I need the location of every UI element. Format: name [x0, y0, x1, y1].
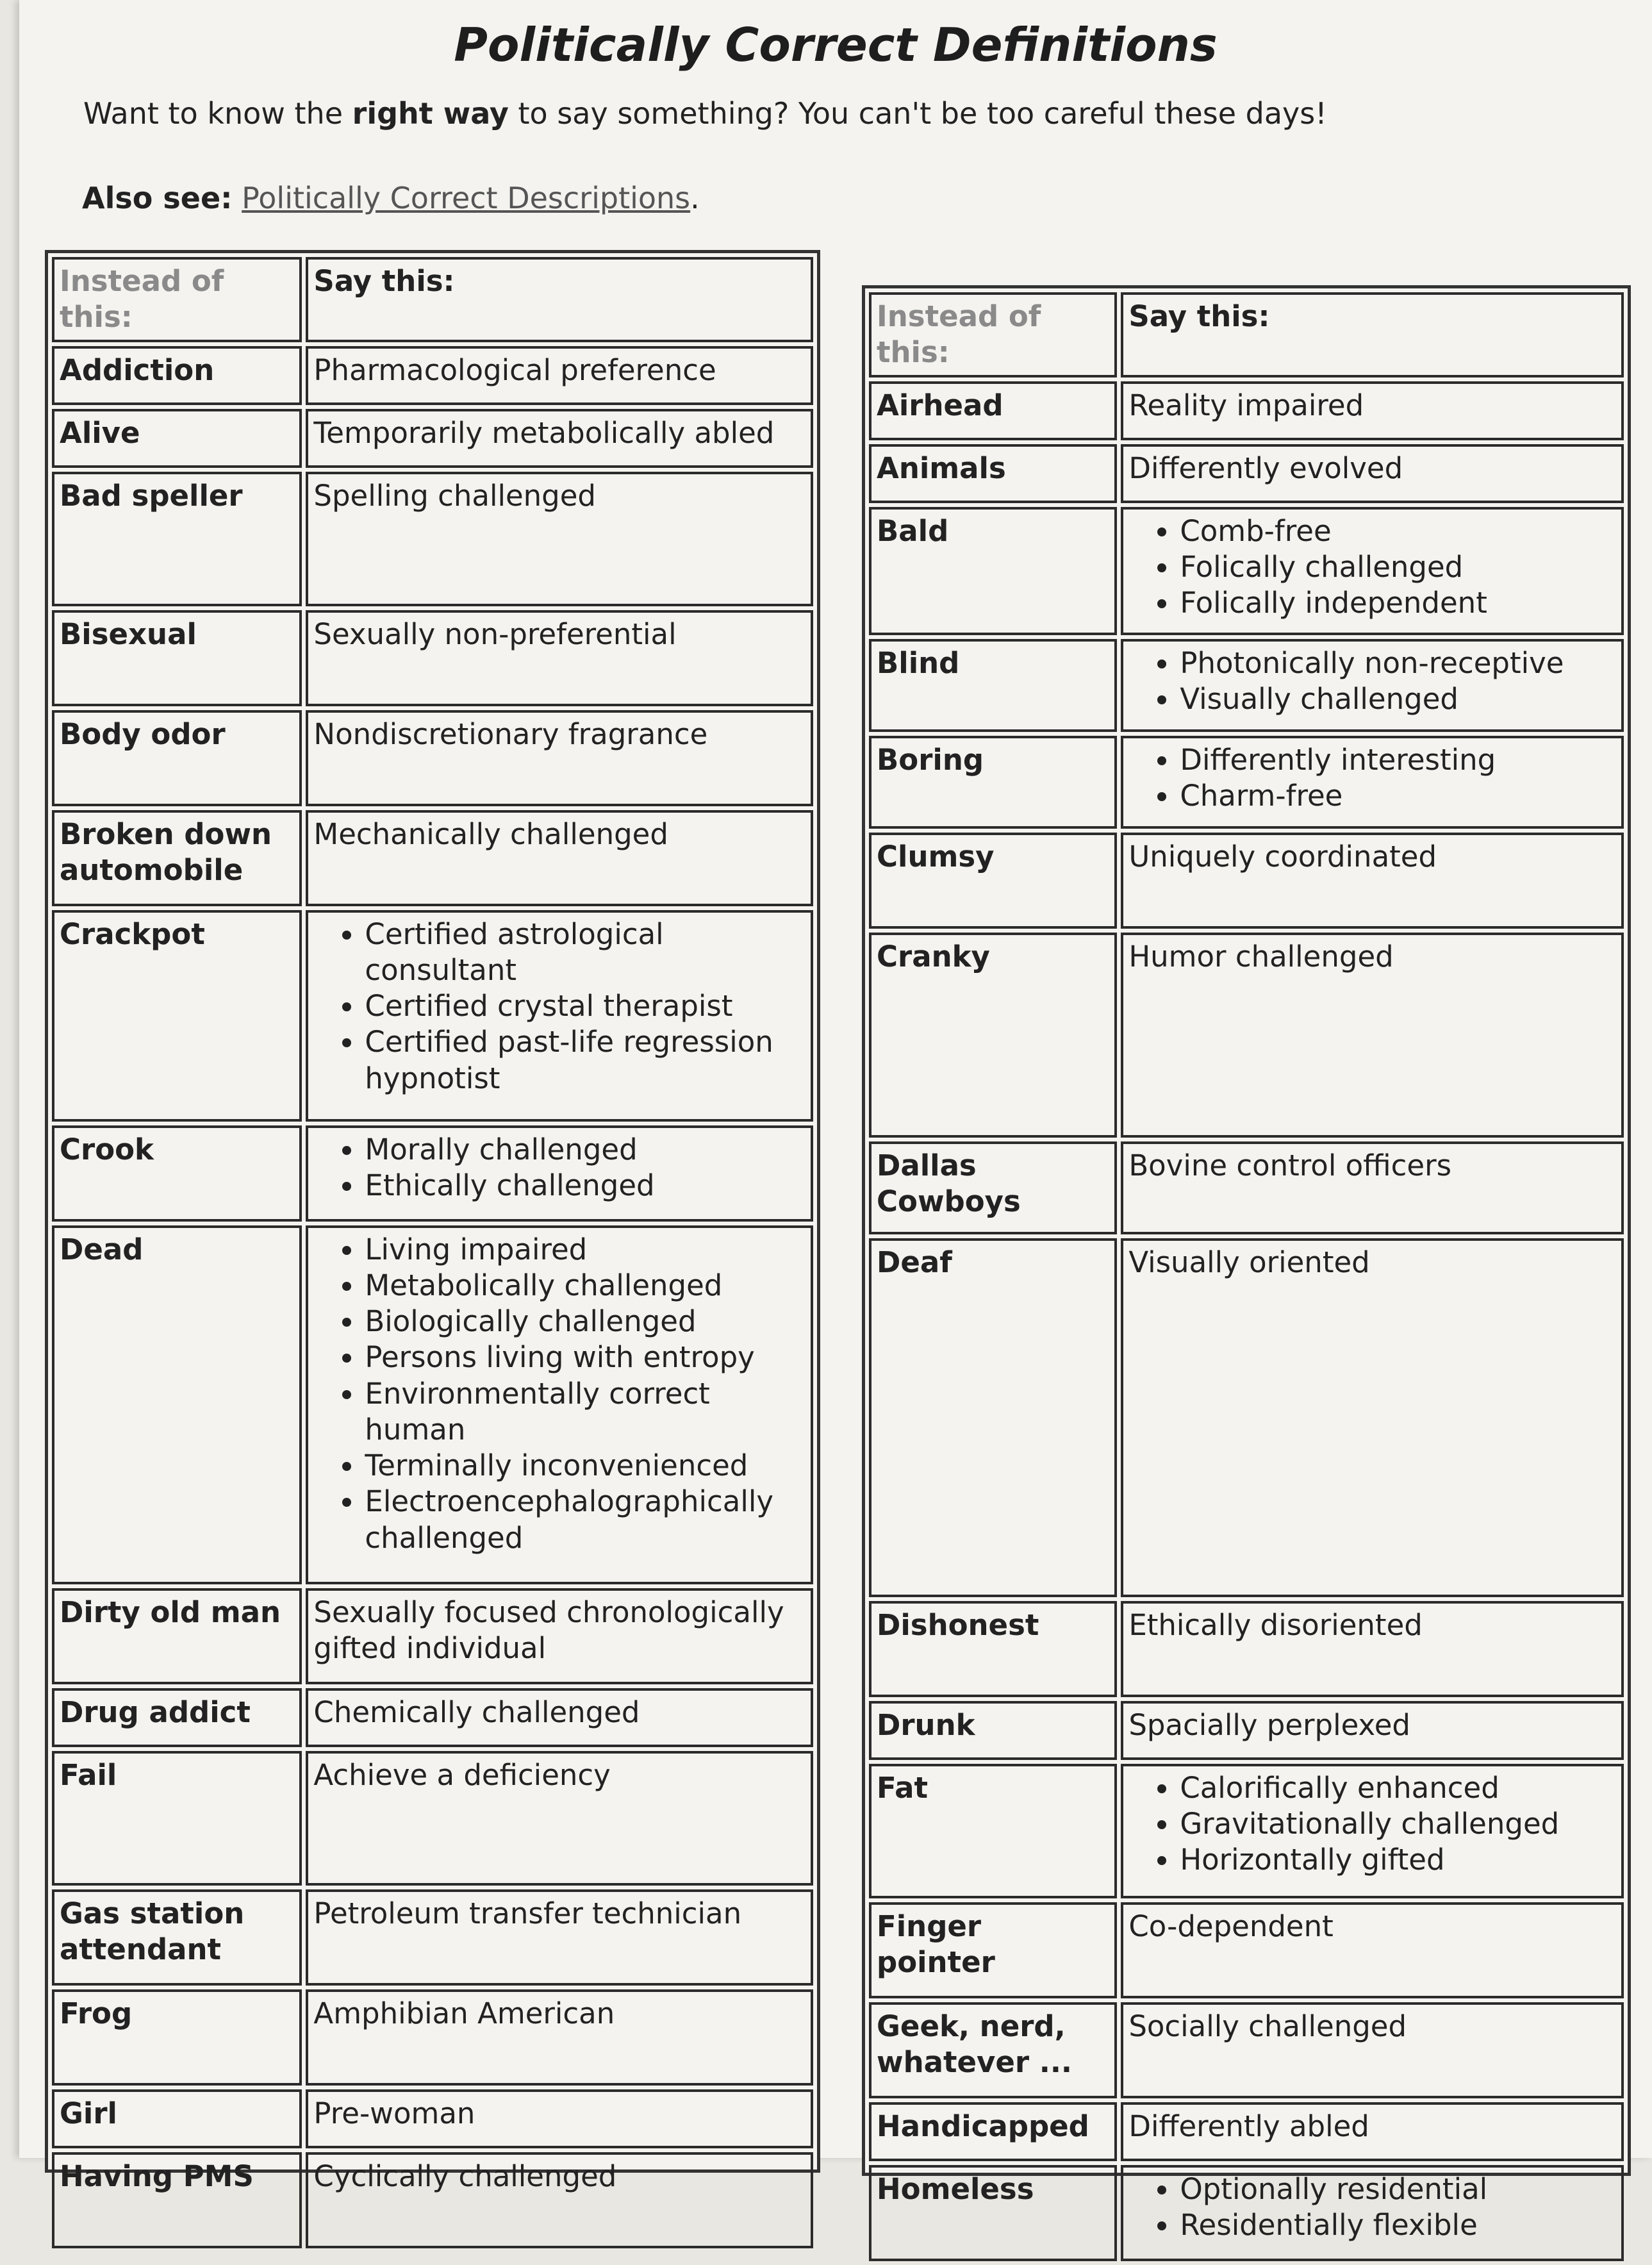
definition-cell [306, 2152, 813, 2248]
table-row [52, 1225, 813, 1584]
table-row [52, 910, 813, 1122]
table-row [52, 810, 813, 906]
right-definitions-table [862, 285, 1631, 2242]
definition-cell [1121, 1701, 1624, 1760]
definition-list [313, 1132, 805, 1204]
term-cell: Clumsy [869, 833, 1117, 929]
table-row [52, 1889, 813, 1986]
list-item: • Certified past-life regression hypnotist [365, 1024, 805, 1097]
table-row [869, 1701, 1624, 1760]
header-say: Say this: [306, 257, 813, 342]
definition-text: Nondiscretionary fragrance [313, 717, 708, 751]
table-row [869, 1601, 1624, 1697]
list-item: • Comb-free [1180, 513, 1616, 549]
definition-text: Chemically challenged [313, 1695, 640, 1729]
descriptions-link[interactable]: Politically Correct Descriptions [242, 181, 691, 215]
definition-text: Co-dependent [1128, 1909, 1334, 1943]
table-row [52, 1125, 813, 1222]
definition-cell [306, 1688, 813, 1747]
list-item: • Calorifically enhanced [1180, 1770, 1616, 1806]
header-instead: Instead of this: [869, 292, 1117, 378]
definition-cell [1121, 639, 1624, 732]
table-row [869, 1902, 1624, 1998]
definition-cell [1121, 1238, 1624, 1597]
definition-cell [1121, 833, 1624, 929]
definition-text: Visually oriented [1128, 1245, 1370, 1279]
list-item: • Differently interesting [1180, 742, 1616, 778]
term-cell: Boring [869, 736, 1117, 829]
definition-list [1128, 645, 1616, 718]
list-item: • Electroencephalographically challenged [365, 1484, 805, 1556]
definition-cell [306, 910, 813, 1122]
table-row [869, 1764, 1624, 1898]
list-item: • Charm-free [1180, 778, 1616, 814]
list-item: • Ethically challenged [365, 1168, 805, 1204]
term-cell: Bald [869, 507, 1117, 635]
list-item: • Terminally inconvenienced [365, 1448, 805, 1484]
definition-text: Petroleum transfer technician [313, 1896, 742, 1930]
term-cell: Handicapped [869, 2102, 1117, 2161]
definition-cell [306, 810, 813, 906]
definition-cell [306, 1751, 813, 1886]
definition-list [1128, 742, 1616, 815]
definition-text: Uniquely coordinated [1128, 839, 1437, 874]
definition-text: Amphibian American [313, 1996, 615, 2030]
term-cell: Deaf [869, 1238, 1117, 1597]
term-cell: Girl [52, 2089, 302, 2148]
table-row [869, 2102, 1624, 2161]
definition-text: Cyclically challenged [313, 2159, 617, 2193]
term-cell: Bisexual [52, 610, 302, 706]
definition-cell [306, 346, 813, 405]
list-item: • Optionally residential [1180, 2171, 1616, 2207]
term-cell: Blind [869, 639, 1117, 732]
definition-cell [1121, 2165, 1624, 2261]
definition-list [313, 1232, 805, 1556]
term-cell: Gas station attendant [52, 1889, 302, 1986]
list-item: • Gravitationally challenged [1180, 1806, 1616, 1842]
term-cell: Drug addict [52, 1688, 302, 1747]
definition-cell [306, 2089, 813, 2148]
definition-text: Mechanically challenged [313, 817, 668, 851]
term-cell: Crackpot [52, 910, 302, 1122]
term-cell: Dirty old man [52, 1588, 302, 1684]
table-row [869, 933, 1624, 1138]
definition-cell [1121, 1141, 1624, 1234]
table-row [52, 610, 813, 706]
definition-text: Sexually focused chronologically gifted individual [313, 1595, 784, 1665]
term-cell: Fail [52, 1751, 302, 1886]
term-cell: Airhead [869, 381, 1117, 440]
definition-text: Pre-woman [313, 2096, 475, 2130]
list-item: • Folically challenged [1180, 549, 1616, 585]
term-cell: Addiction [52, 346, 302, 405]
list-item: • Biologically challenged [365, 1304, 805, 1340]
list-item: • Morally challenged [365, 1132, 805, 1168]
term-cell: Finger pointer [869, 1902, 1117, 1998]
header-instead: Instead of this: [52, 257, 302, 342]
definition-cell [1121, 933, 1624, 1138]
header-row [52, 257, 813, 342]
definition-text: Differently evolved [1128, 451, 1403, 485]
list-item: • Living impaired [365, 1232, 805, 1268]
list-item: • Certified crystal therapist [365, 988, 805, 1024]
definition-cell [306, 1225, 813, 1584]
term-cell: Body odor [52, 710, 302, 806]
table-row [869, 381, 1624, 440]
definition-cell [1121, 444, 1624, 503]
definition-cell [1121, 1601, 1624, 1697]
term-cell: Geek, nerd, whatever ... [869, 2002, 1117, 2098]
term-cell: Dead [52, 1225, 302, 1584]
list-item: • Certified astrological consultant [365, 917, 805, 989]
table-row [869, 444, 1624, 503]
table-row [52, 346, 813, 405]
definition-cell [306, 409, 813, 468]
term-cell: Animals [869, 444, 1117, 503]
definition-cell [306, 710, 813, 806]
definition-cell [1121, 736, 1624, 829]
definition-cell [306, 1889, 813, 1986]
definition-list [313, 917, 805, 1097]
term-cell: Fat [869, 1764, 1117, 1898]
table-row [869, 1141, 1624, 1234]
list-item: • Environmentally correct human [365, 1376, 805, 1448]
definition-cell [1121, 1902, 1624, 1998]
term-cell: Alive [52, 409, 302, 468]
list-item: • Metabolically challenged [365, 1268, 805, 1304]
definition-text: Spelling challenged [313, 478, 596, 513]
table-row [52, 1588, 813, 1684]
table-row [52, 472, 813, 606]
table-row [52, 710, 813, 806]
definition-cell [306, 1588, 813, 1684]
term-cell: Cranky [869, 933, 1117, 1138]
definition-text: Humor challenged [1128, 939, 1394, 974]
term-cell: Drunk [869, 1701, 1117, 1760]
header-say: Say this: [1121, 292, 1624, 378]
definition-text: Sexually non-preferential [313, 617, 677, 651]
list-item: • Residentially flexible [1180, 2207, 1616, 2243]
list-item: • Persons living with entropy [365, 1340, 805, 1375]
definition-cell [1121, 1764, 1624, 1898]
table-row [869, 639, 1624, 732]
term-cell: Crook [52, 1125, 302, 1222]
definition-cell [1121, 2102, 1624, 2161]
definition-list [1128, 513, 1616, 622]
table-row [52, 2152, 813, 2248]
table-row [869, 507, 1624, 635]
page-title: Politically Correct Definitions [454, 18, 1218, 72]
definition-list [1128, 2171, 1616, 2244]
definition-text: Spacially perplexed [1128, 1707, 1410, 1742]
definition-text: Differently abled [1128, 2109, 1369, 2143]
term-cell: Frog [52, 1989, 302, 2086]
document-page [19, 0, 1652, 2242]
definition-cell [306, 610, 813, 706]
definition-text: Ethically disoriented [1128, 1607, 1423, 1642]
definition-cell [306, 1125, 813, 1222]
definition-cell [1121, 507, 1624, 635]
term-cell: Dallas Cowboys [869, 1141, 1117, 1234]
also-see: Also see: Politically Correct Descriptions. [82, 181, 700, 215]
table-row [869, 2165, 1624, 2261]
table-row [52, 1751, 813, 1886]
definition-cell [306, 472, 813, 606]
definition-cell [1121, 381, 1624, 440]
list-item: • Folically independent [1180, 585, 1616, 621]
definition-text: Bovine control officers [1128, 1148, 1452, 1182]
term-cell: Bad speller [52, 472, 302, 606]
table-row [52, 2089, 813, 2148]
table-row [869, 2002, 1624, 2098]
term-cell: Homeless [869, 2165, 1117, 2261]
list-item: • Photonically non-receptive [1180, 645, 1616, 681]
definition-text: Pharmacological preference [313, 353, 716, 387]
definition-text: Reality impaired [1128, 388, 1364, 422]
definition-list [1128, 1770, 1616, 1879]
definition-text: Socially challenged [1128, 2009, 1407, 2043]
definition-cell [306, 1989, 813, 2086]
list-item: • Visually challenged [1180, 681, 1616, 717]
intro-text: Want to know the right way to say something? You can't be too careful these days! [83, 96, 1327, 131]
definition-text: Achieve a deficiency [313, 1757, 611, 1792]
table-row [869, 736, 1624, 829]
term-cell: Broken down automobile [52, 810, 302, 906]
definition-text: Temporarily metabolically abled [313, 415, 775, 450]
table-row [869, 833, 1624, 929]
table-row [52, 1989, 813, 2086]
table-row [52, 1688, 813, 1747]
term-cell: Having PMS [52, 2152, 302, 2248]
left-definitions-table [45, 250, 820, 2193]
table-row [869, 1238, 1624, 1597]
table-row [52, 409, 813, 468]
header-row [869, 292, 1624, 378]
term-cell: Dishonest [869, 1601, 1117, 1697]
list-item: • Horizontally gifted [1180, 1842, 1616, 1878]
definition-cell [1121, 2002, 1624, 2098]
